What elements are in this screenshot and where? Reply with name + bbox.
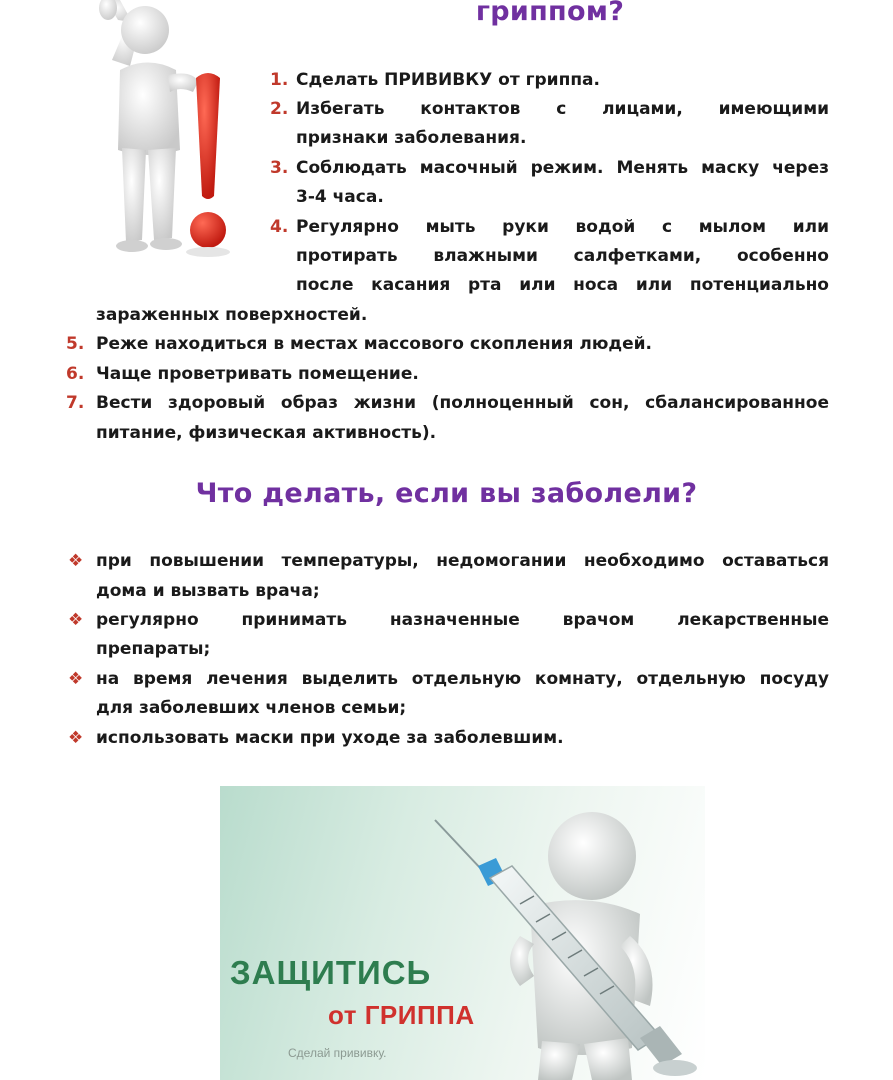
bullet-icon: ❖ bbox=[68, 669, 84, 689]
list-item-text: 3-4 часа. bbox=[296, 187, 384, 207]
syringe-figure-illustration bbox=[220, 786, 705, 1080]
list-item-number: 4. bbox=[270, 217, 289, 237]
list-item-text: регулярно принимать назначенные врачом лекарственные bbox=[96, 610, 829, 630]
list-item-number: 7. bbox=[66, 393, 85, 413]
list-item-text: Вести здоровый образ жизни (полноценный сон, сбалансированное bbox=[96, 393, 829, 413]
list-item-text: Регулярно мыть руки водой с мылом или bbox=[296, 217, 829, 237]
list-item-text: зараженных поверхностей. bbox=[96, 305, 368, 325]
list-item-number: 3. bbox=[270, 158, 289, 178]
banner-subtitle: от ГРИППА bbox=[328, 1000, 475, 1030]
list-item-text: Соблюдать масочный режим. Менять маску через bbox=[296, 158, 829, 178]
list-item-text: признаки заболевания. bbox=[296, 128, 527, 148]
prevention-heading-fragment: гриппом? bbox=[475, 0, 625, 27]
exclamation-figure-illustration bbox=[48, 0, 253, 268]
list-item-number: 1. bbox=[270, 70, 289, 90]
list-item-text: использовать маски при уходе за заболевшим. bbox=[96, 728, 564, 748]
list-item-number: 2. bbox=[270, 99, 289, 119]
list-item-text: Избегать контактов с лицами, имеющими bbox=[296, 99, 829, 119]
list-item-text: питание, физическая активность). bbox=[96, 423, 437, 443]
list-item-text: Сделать ПРИВИВКУ от гриппа. bbox=[296, 70, 600, 90]
list-item-text: препараты; bbox=[96, 639, 211, 659]
vaccination-banner bbox=[220, 786, 705, 1080]
list-item-text: протирать влажными салфетками, особенно bbox=[296, 246, 829, 266]
list-item-text: Чаще проветривать помещение. bbox=[96, 364, 419, 384]
banner-title: ЗАЩИТИСЬ bbox=[230, 954, 432, 991]
list-item-text: для заболевших членов семьи; bbox=[96, 698, 407, 718]
sick-heading: Что делать, если вы заболели? bbox=[195, 478, 698, 509]
list-item-text: на время лечения выделить отдельную комнату, отдельную посуду bbox=[96, 669, 829, 689]
list-item-text: Реже находиться в местах массового скопления людей. bbox=[96, 334, 652, 354]
bullet-icon: ❖ bbox=[68, 610, 84, 630]
list-item-number: 6. bbox=[66, 364, 85, 384]
list-item-text: при повышении температуры, недомогании необходимо оставаться bbox=[96, 551, 829, 571]
list-item-text: после касания рта или носа или потенциально bbox=[296, 275, 829, 295]
banner-caption: Сделай прививку. bbox=[288, 1046, 387, 1060]
bullet-icon: ❖ bbox=[68, 551, 84, 571]
list-item-number: 5. bbox=[66, 334, 85, 354]
list-item-text: дома и вызвать врача; bbox=[96, 581, 320, 601]
bullet-icon: ❖ bbox=[68, 728, 84, 748]
